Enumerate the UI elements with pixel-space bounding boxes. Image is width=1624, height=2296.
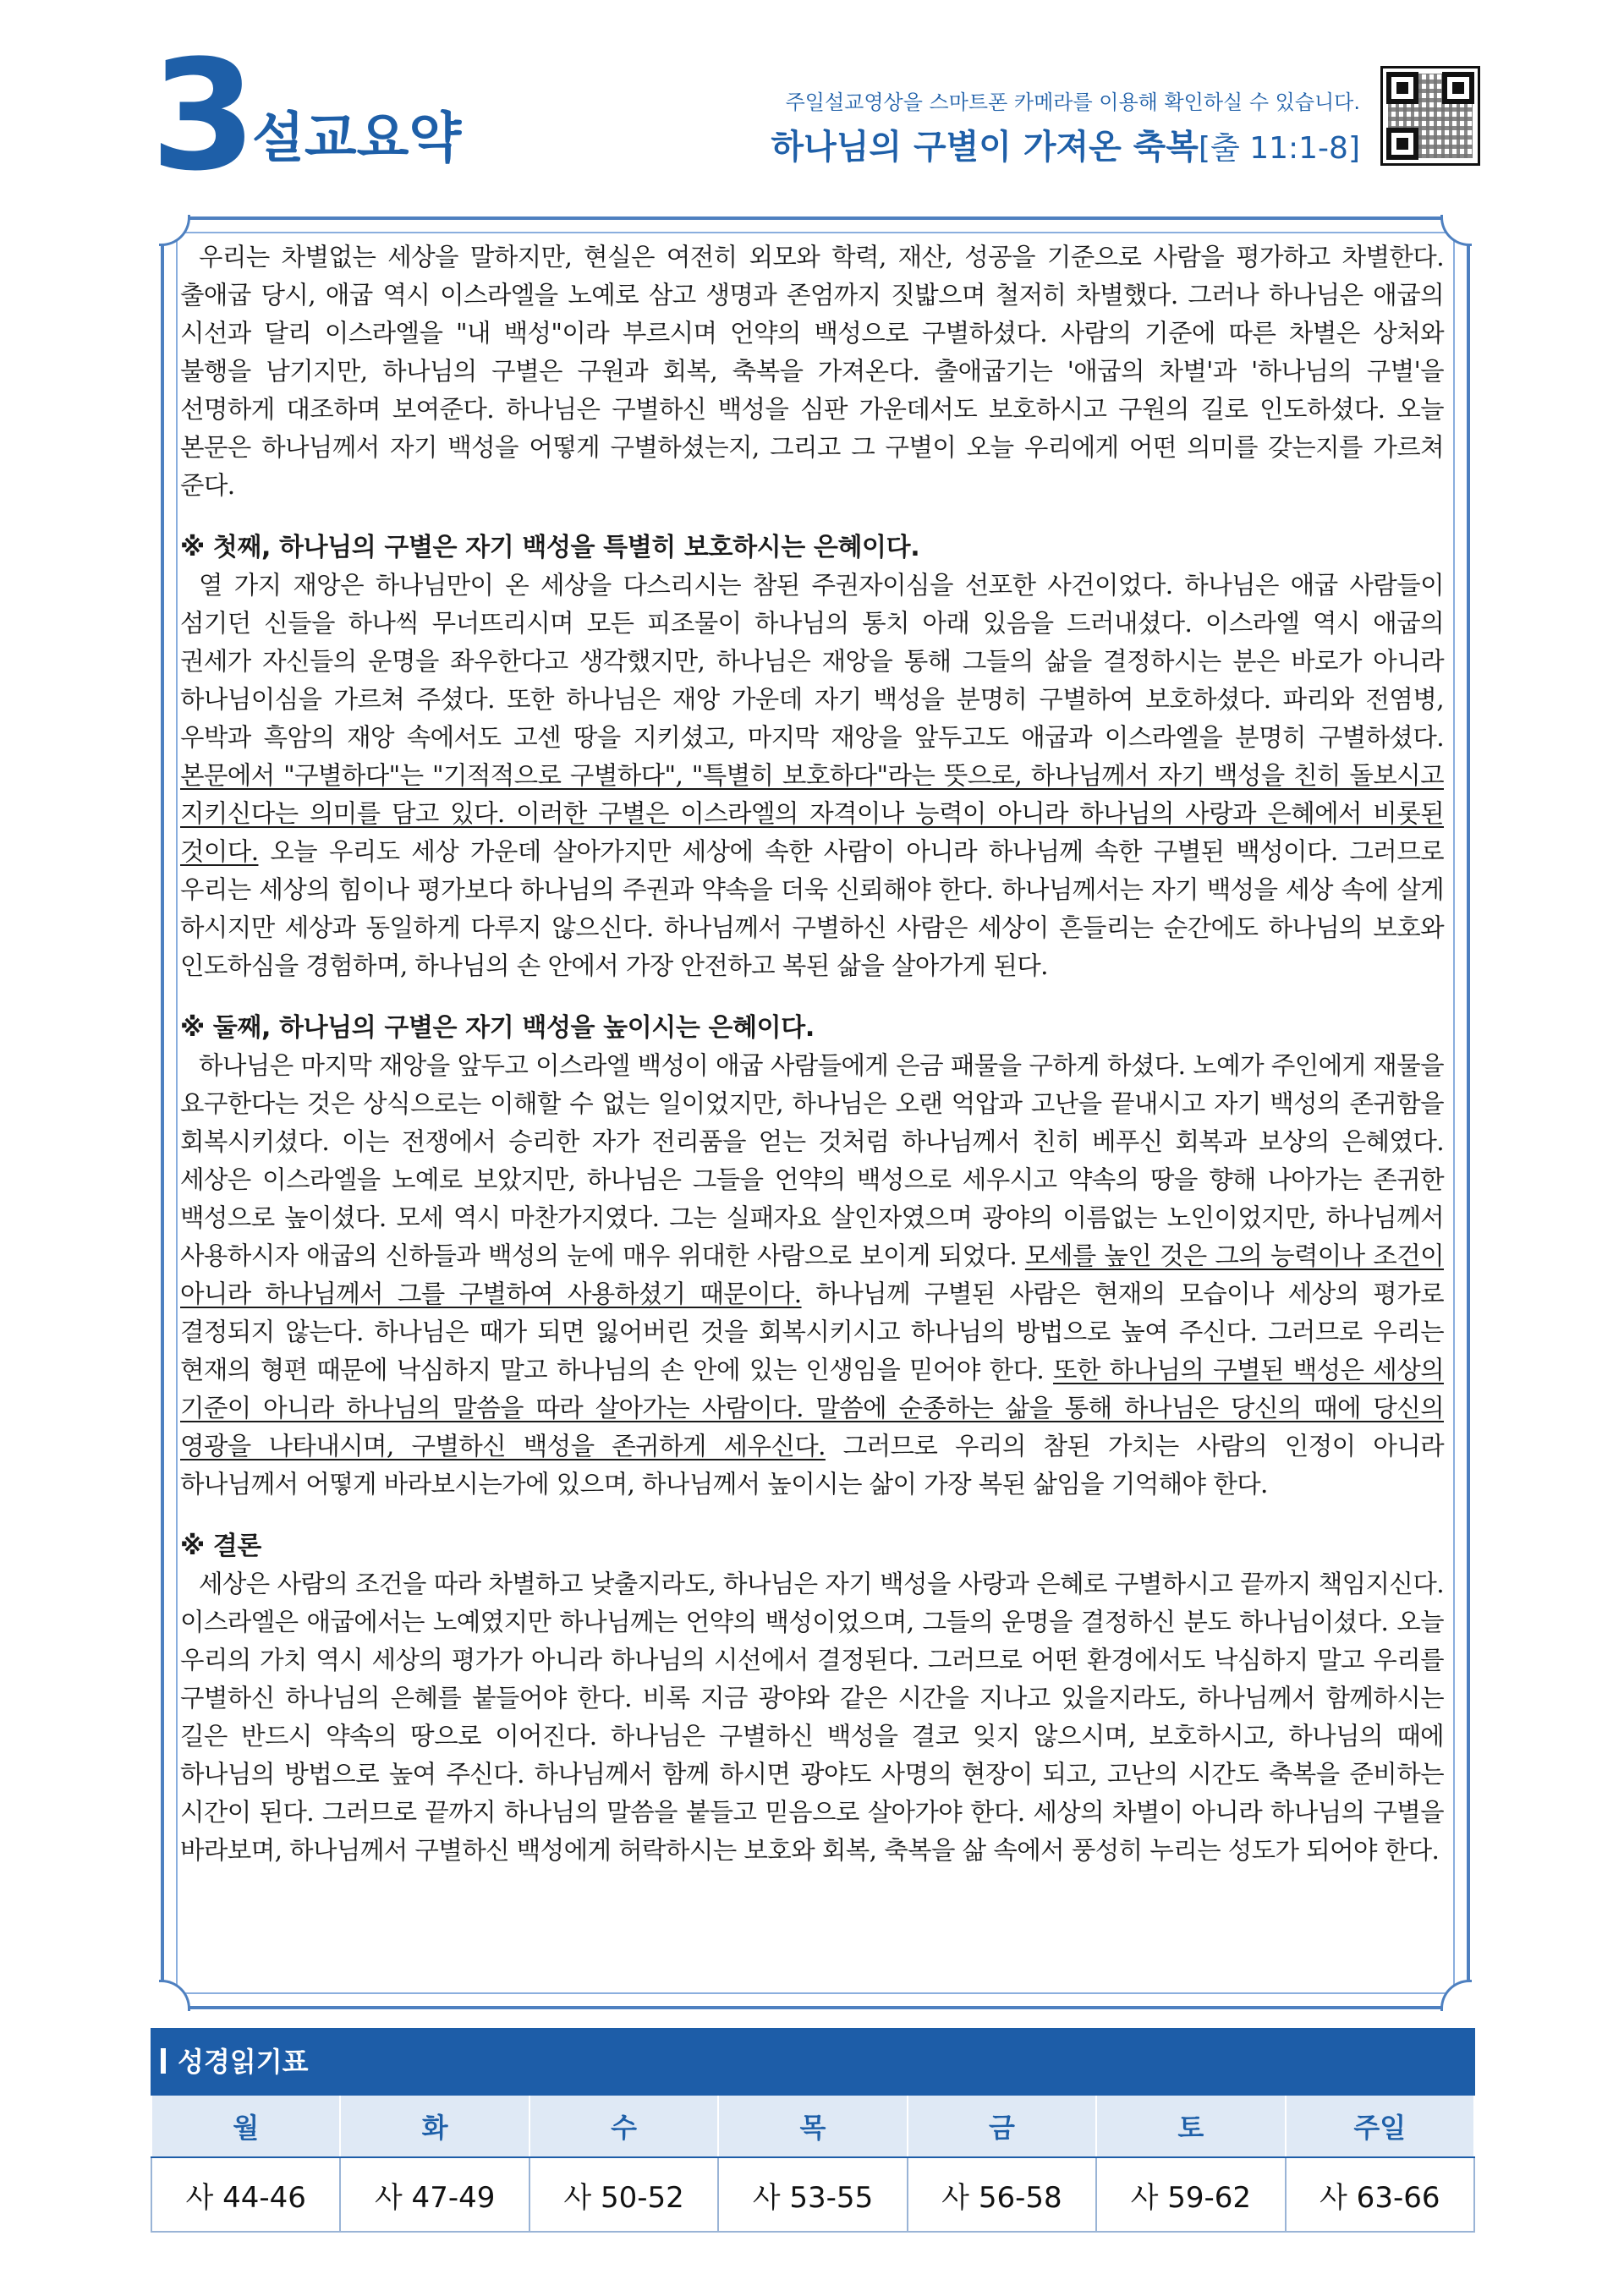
qr-note: 주일설교영상을 스마트폰 카메라를 이용해 확인하실 수 있습니다. (785, 90, 1360, 114)
point1-paragraph: 열 가지 재앙은 하나님만이 온 세상을 다스리시는 참된 주권자이심을 선포한 사건이었다. 하나님은 애굽 사람들이 섬기던 신들을 하나씩 무너뜨리시며 모든 피조물이 하나님의 통치 아래 있음을 드러내셨다. 이스라엘 역시 애굽의 권세가 자신들의 운명을 좌우한다고 생각했지만, 하나님은 재앙을 통해 그들의 삶을 결정하시는 분은 바로가 아니라 하나님이심을 가르쳐 주셨다. 또한 하나님은 재앙 가운데 자기 백성을 분명히 구별하여 보호하셨다. 파리와 전염병, 우박과 흑암의 재앙 속에서도 고센 땅을 지키셨고, 마지막 재앙을 앞두고도 애굽과 이스라엘을 분명히 구별하셨다. 본문에서 "구별하다"는 "기적적으로 구별하다", "특별히 보호하다"라는 뜻으로, 하나님께서 자기 백성을 친히 돌보시고 지키신다는 의미를 담고 있다. 이러한 구별은 이스라엘의 자격이나 능력이 아니라 하나님의 사랑과 은혜에서 비롯된 것이다. 오늘 우리도 세상 가운데 살아가지만 세상에 속한 사람이 아니라 하나님께 속한 구별된 백성이다. 그러므로 우리는 세상의 힘이나 평가보다 하나님의 주권과 약속을 더욱 신뢰해야 한다. 하나님께서는 자기 백성을 세상 속에 살게 하시지만 세상과 동일하게 다루지 않으신다. 하나님께서 구별하신 사람은 세상이 흔들리는 순간에도 하나님의 보호와 인도하심을 경험하며, 하나님의 손 안에서 가장 안전하고 복된 삶을 살아가게 된다. (180, 571, 1444, 980)
bible-reading-table (151, 2028, 1475, 2233)
sermon-summary (180, 238, 1444, 1870)
day-header: 주일 (1286, 2096, 1474, 2157)
point2-underlined-2: 또한 하나님의 구별된 백성은 세상의 기준이 아니라 하나님의 말씀을 따라 살아가는 사람이다. 말씀에 순종하는 삶을 통해 하나님은 당신의 때에 당신의 영광을 나타내시며, 구별하신 백성을 존귀하게 세우신다. (180, 1356, 1444, 1460)
reading-cell: 사 47-49 (340, 2157, 529, 2232)
scripture-reference: [출 11:1-8] (1198, 131, 1360, 166)
section-title: 설교요약 (252, 107, 462, 170)
reading-cell: 사 63-66 (1286, 2157, 1474, 2232)
point2-underlined-1: 모세를 높인 것은 그의 능력이나 조건이 아니라 하나님께서 그를 구별하여 사용하셨기 때문이다. (180, 1241, 1444, 1308)
reading-cell: 사 44-46 (151, 2157, 340, 2232)
page-header (0, 0, 1624, 205)
point2-heading: ※ 둘째, 하나님의 구별은 자기 백성을 높이시는 은혜이다. (180, 1013, 815, 1043)
point1-heading: ※ 첫째, 하나님의 구별은 자기 백성을 특별히 보호하시는 은혜이다. (180, 533, 920, 562)
sermon-title-text: 하나님의 구별이 가져온 축복 (771, 128, 1199, 167)
reading-cell: 사 59-62 (1096, 2157, 1285, 2232)
section-number: 3 (151, 28, 254, 205)
day-header: 토 (1096, 2096, 1285, 2157)
day-header: 수 (529, 2096, 718, 2157)
reading-cell: 사 56-58 (908, 2157, 1096, 2232)
conclusion-heading: ※ 결론 (180, 1532, 261, 1561)
day-header: 목 (718, 2096, 907, 2157)
reading-cell: 사 50-52 (529, 2157, 718, 2232)
day-header: 월 (151, 2096, 340, 2157)
qr-code-icon[interactable] (1380, 66, 1480, 166)
conclusion-paragraph: 세상은 사람의 조건을 따라 차별하고 낮출지라도, 하나님은 자기 백성을 사랑과 은혜로 구별하시고 끝까지 책임지신다. 이스라엘은 애굽에서는 노예였지만 하나님께는 언약의 백성이었으며, 그들의 운명을 결정하신 분도 하나님이셨다. 오늘 우리의 가치 역시 세상의 평가가 아니라 하나님의 시선에서 결정된다. 그러므로 어떤 환경에서도 낙심하지 말고 우리를 구별하신 하나님의 은혜를 붙들어야 한다. 비록 지금 광야와 같은 시간을 지나고 있을지라도, 하나님께서 함께하시는 길은 반드시 약속의 땅으로 이어진다. 하나님은 구별하신 백성을 결코 잊지 않으시며, 보호하시고, 하나님의 때에 하나님의 방법으로 높여 주신다. 하나님께서 함께 하시면 광야도 사명의 현장이 되고, 고난의 시간도 축복을 준비하는 시간이 된다. 그러므로 끝까지 하나님의 말씀을 붙들고 믿음으로 살아가야 한다. 세상의 차별이 아니라 하나님의 구별을 바라보며, 하나님께서 구별하신 백성에게 허락하시는 보호와 회복, 축복을 삶 속에서 풍성히 누리는 성도가 되어야 한다. (180, 1570, 1444, 1865)
reading-table-title: 성경읽기표 (151, 2028, 1475, 2096)
reading-schedule (151, 2096, 1475, 2233)
reading-cell: 사 53-55 (718, 2157, 907, 2232)
sermon-title (771, 125, 1360, 171)
point2-paragraph: 하나님은 마지막 재앙을 앞두고 이스라엘 백성이 애굽 사람들에게 은금 패물을 구하게 하셨다. 노예가 주인에게 재물을 요구한다는 것은 상식으로는 이해할 수 없는 일이었지만, 하나님은 오랜 억압과 고난을 끝내시고 자기 백성의 존귀함을 회복시키셨다. 이는 전쟁에서 승리한 자가 전리품을 얻는 것처럼 하나님께서 친히 베푸신 회복과 보상의 은혜였다. 세상은 이스라엘을 노예로 보았지만, 하나님은 그들을 언약의 백성으로 세우시고 약속의 땅을 향해 나아가는 존귀한 백성으로 높이셨다. 모세 역시 마찬가지였다. 그는 실패자요 살인자였으며 광야의 이름없는 노인이었지만, 하나님께서 사용하시자 애굽의 신하들과 백성의 눈에 매우 위대한 사람으로 보이게 되었다. 모세를 높인 것은 그의 능력이나 조건이 아니라 하나님께서 그를 구별하여 사용하셨기 때문이다. 하나님께 구별된 사람은 현재의 모습이나 세상의 평가로 결정되지 않는다. 하나님은 때가 되면 잃어버린 것을 회복시키시고 하나님의 방법으로 높여 주신다. 그러므로 우리는 현재의 형편 때문에 낙심하지 말고 하나님의 손 안에 있는 인생임을 믿어야 한다. 또한 하나님의 구별된 백성은 세상의 기준이 아니라 하나님의 말씀을 따라 살아가는 사람이다. 말씀에 순종하는 삶을 통해 하나님은 당신의 때에 당신의 영광을 나타내시며, 구별하신 백성을 존귀하게 세우신다. 그러므로 우리의 참된 가치는 사람의 인정이 아니라 하나님께서 어떻게 바라보시는가에 있으며, 하나님께서 높이시는 삶이 가장 복된 삶임을 기억해야 한다. (180, 1051, 1445, 1499)
day-header: 화 (340, 2096, 529, 2157)
intro-paragraph: 우리는 차별없는 세상을 말하지만, 현실은 여전히 외모와 학력, 재산, 성공을 기준으로 사람을 평가하고 차별한다. 출애굽 당시, 애굽 역시 이스라엘을 노예로 삼고 생명과 존엄까지 짓밟으며 철저히 차별했다. 그러나 하나님은 애굽의 시선과 달리 이스라엘을 "내 백성"이라 부르시며 언약의 백성으로 구별하셨다. 사람의 기준에 따른 차별은 상처와 불행을 남기지만, 하나님의 구별은 구원과 회복, 축복을 가져온다. 출애굽기는 '애굽의 차별'과 '하나님의 구별'을 선명하게 대조하며 보여준다. 하나님은 구별하신 백성을 심판 가운데서도 보호하시고 구원의 길로 인도하셨다. 오늘 본문은 하나님께서 자기 백성을 어떻게 구별하셨는지, 그리고 그 구별이 오늘 우리에게 어떤 의미를 갖는지를 가르쳐 준다. (180, 243, 1444, 500)
point1-underlined: 본문에서 "구별하다"는 "기적적으로 구별하다", "특별히 보호하다"라는 뜻으로, 하나님께서 자기 백성을 친히 돌보시고 지키신다는 의미를 담고 있다. 이러한 구별은 이스라엘의 자격이나 능력이 아니라 하나님의 사랑과 은혜에서 비롯된 것이다. (180, 761, 1444, 866)
day-header: 금 (908, 2096, 1096, 2157)
